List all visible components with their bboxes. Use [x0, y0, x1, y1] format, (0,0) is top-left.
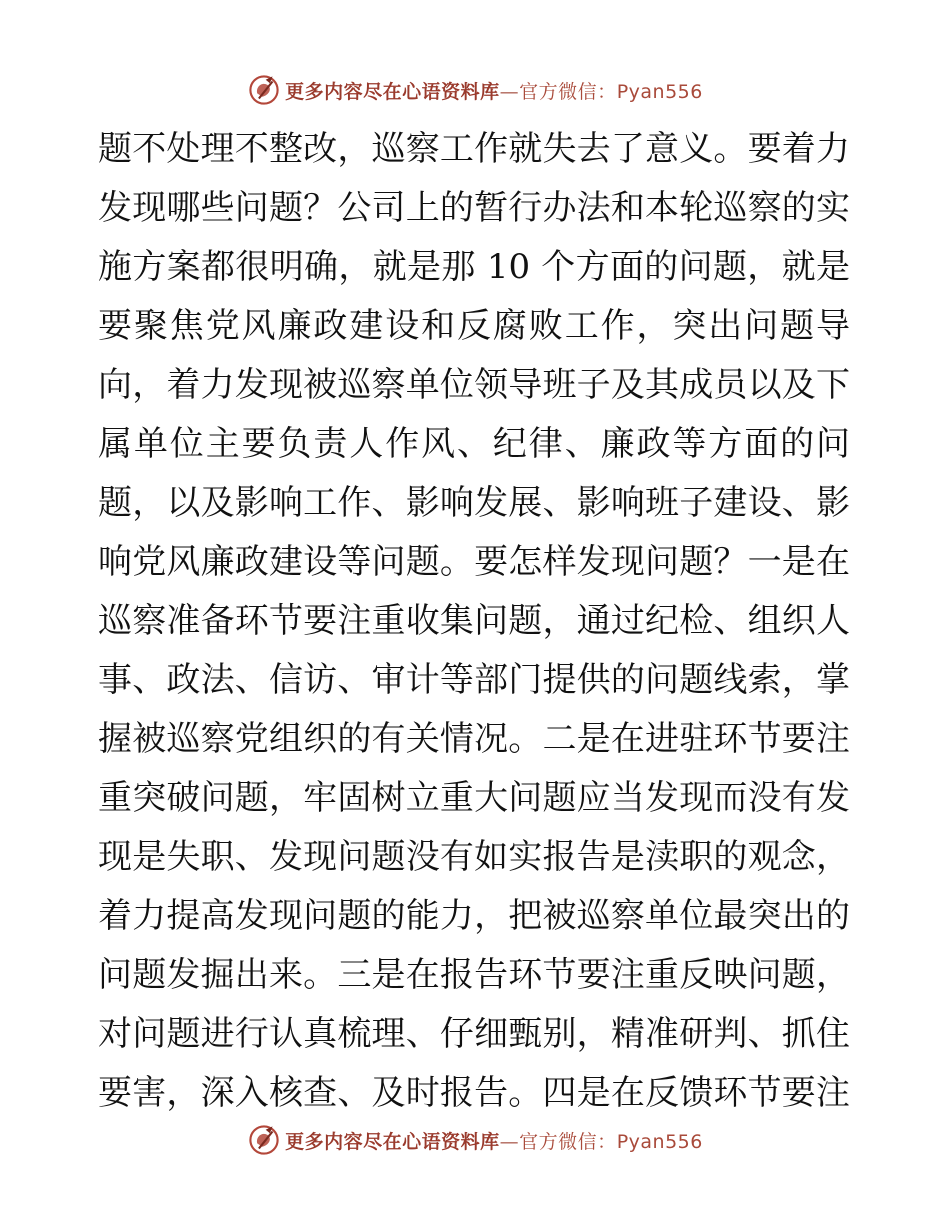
body-line: 握被巡察党组织的有关情况。二是在进驻环节要注 — [98, 719, 850, 759]
watermark-dash: — — [499, 1130, 520, 1153]
pen-heart-logo-icon — [247, 73, 281, 107]
watermark-account: Pyan556 — [616, 80, 703, 103]
watermark-text — [285, 1127, 703, 1154]
watermark-official-label: 官方微信： — [519, 80, 617, 103]
body-line: 题不处理不整改，巡察工作就失去了意义。要着力 — [98, 129, 850, 169]
footer-watermark-banner — [0, 1120, 950, 1160]
body-line: 要聚焦党风廉政建设和反腐败工作，突出问题导 — [98, 306, 850, 346]
body-line: 对问题进行认真梳理、仔细甄别，精准研判、抓住 — [98, 1014, 850, 1054]
watermark-account: Pyan556 — [616, 1130, 703, 1153]
watermark-site-text: 更多内容尽在心语资料库 — [285, 80, 500, 103]
watermark-dash: — — [499, 80, 520, 103]
body-line: 要害，深入核查、及时报告。四是在反馈环节要注 — [98, 1073, 850, 1113]
body-line: 问题发掘出来。三是在报告环节要注重反映问题， — [98, 955, 850, 995]
body-line: 巡察准备环节要注重收集问题，通过纪检、组织人 — [98, 601, 850, 641]
body-line: 属单位主要负责人作风、纪律、廉政等方面的问 — [98, 424, 850, 464]
header-watermark-banner — [0, 70, 950, 110]
body-line: 题，以及影响工作、影响发展、影响班子建设、影 — [98, 483, 850, 523]
body-line: 现是失职、发现问题没有如实报告是渎职的观念， — [98, 837, 850, 877]
pen-heart-logo-icon — [247, 1123, 281, 1157]
body-line: 响党风廉政建设等问题。要怎样发现问题？一是在 — [98, 542, 850, 582]
watermark-text — [285, 77, 703, 104]
document-body — [98, 120, 850, 1123]
body-line: 发现哪些问题？公司上的暂行办法和本轮巡察的实 — [98, 188, 850, 228]
body-line: 重突破问题，牢固树立重大问题应当发现而没有发 — [98, 778, 850, 818]
body-line: 向，着力发现被巡察单位领导班子及其成员以及下 — [98, 365, 850, 405]
body-line: 施方案都很明确，就是那 10 个方面的问题，就是 — [98, 247, 850, 287]
watermark-official-label: 官方微信： — [519, 1130, 617, 1153]
body-line: 着力提高发现问题的能力，把被巡察单位最突出的 — [98, 896, 850, 936]
body-line: 事、政法、信访、审计等部门提供的问题线索，掌 — [98, 660, 850, 700]
watermark-site-text: 更多内容尽在心语资料库 — [285, 1130, 500, 1153]
